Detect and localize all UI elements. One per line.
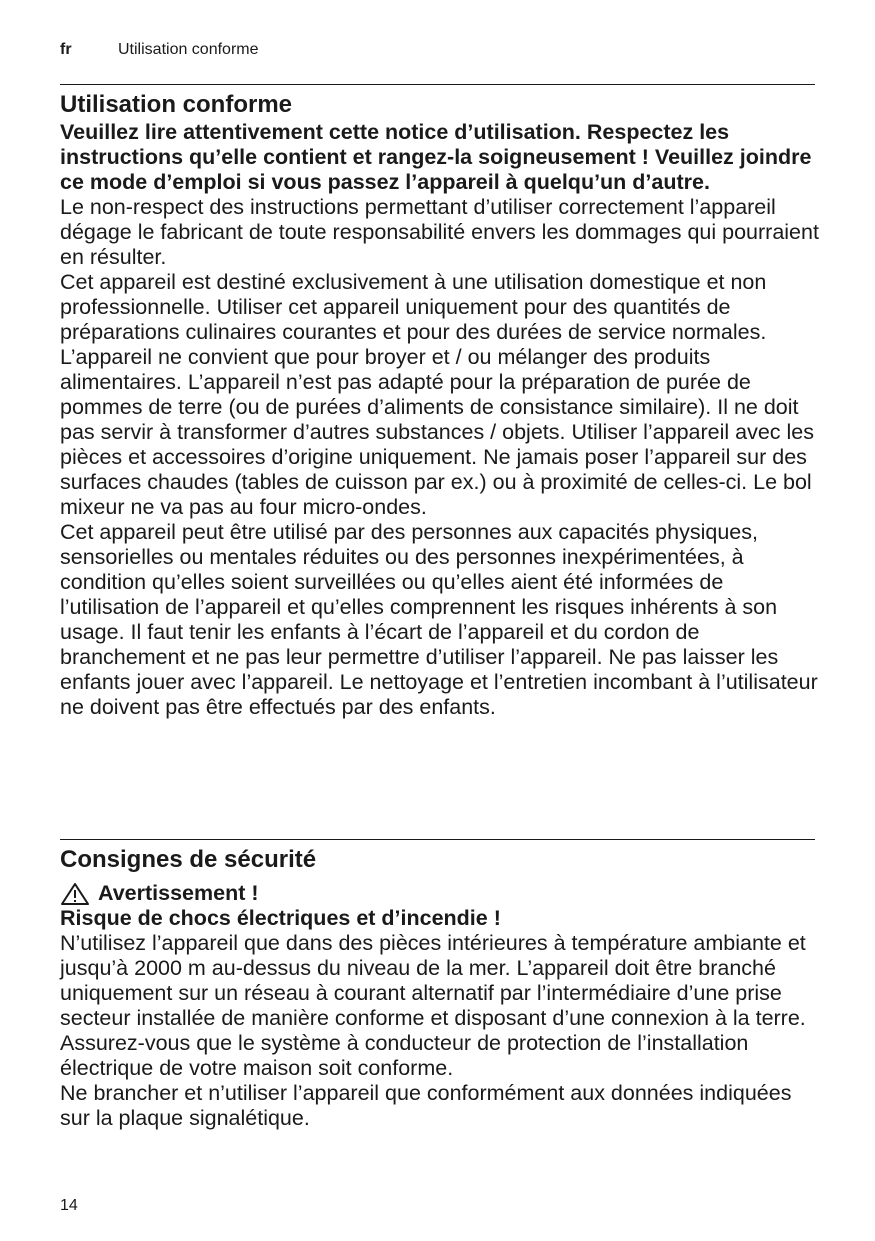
language-code: fr (60, 41, 72, 58)
divider-top (60, 84, 815, 85)
page-number: 14 (60, 1197, 78, 1214)
warning-label: Avertissement ! (98, 881, 259, 905)
warning-triangle-icon (60, 882, 90, 906)
paragraph-rating-plate: Ne brancher et n’utiliser l’appareil que conformément aux données indiquées sur la plaque signalétique. (60, 1081, 792, 1130)
paragraph-electrical: N’utilisez l’appareil que dans des pièces intérieures à température ambiante et jusqu’à 2000 m au-dessus du niveau de la mer. L’appareil doit être branché uniquement sur un réseau à courant alternatif par l’intermédiaire d’une prise secteur installée de manière conforme et disposant d’une connexion à la terre. Assurez-vous que le système à conducteur de protection de l’installation électrique de votre maison soit conforme. (60, 931, 806, 1080)
risk-heading: Risque de chocs électriques et d’incendie ! (60, 906, 501, 930)
section-intended-use (60, 90, 820, 720)
divider-middle (60, 839, 815, 840)
paragraph-liability: Le non-respect des instructions permettant d’utiliser correctement l’appareil dégage le fabricant de toute responsabilité envers les dommages qui pourraient en résulter. (60, 195, 819, 269)
running-header-title: Utilisation conforme (118, 41, 259, 58)
section-title-intended-use: Utilisation conforme (60, 91, 293, 118)
paragraph-domestic-use: Cet appareil est destiné exclusivement à une utilisation domestique et non professionnelle. Utiliser cet appareil uniquement pour des quantités de préparations culinaires courantes et pour des durées de service normales. (60, 270, 767, 344)
section-title-safety: Consignes de sécurité (60, 846, 317, 873)
warning-line (60, 881, 820, 906)
intro-bold-paragraph: Veuillez lire attentivement cette notice d’utilisation. Respectez les instructions qu’elle contient et rangez-la soigneusement ! Veuillez joindre ce mode d’emploi si vous passez l’appareil à quelqu’un d’autre. (60, 120, 812, 194)
paragraph-food-processing: L’appareil ne convient que pour broyer et / ou mélanger des produits alimentaires. L’appareil n’est pas adapté pour la préparation de purée de pommes de terre (ou de purées d’aliments de consistance similaire). Il ne doit pas servir à transformer d’autres substances / objets. Utiliser l’appareil avec les pièces et accessoires d’origine uniquement. Ne jamais poser l’appareil sur des surfaces chaudes (tables de cuisson par ex.) ou à proximité de celles-ci. Le bol mixeur ne va pas au four micro-ondes. (60, 345, 815, 519)
running-header (60, 40, 259, 60)
section-safety (60, 845, 820, 1131)
paragraph-persons-children: Cet appareil peut être utilisé par des personnes aux capacités physiques, sensorielles ou mentales réduites ou des personnes inexpérimentées, à condition qu’elles soient surveillées ou qu’elles aient été informées de l’utilisation de l’appareil et qu’elles comprennent les risques inhérents à son usage. Il faut tenir les enfants à l’écart de l’appareil et du cordon de branchement et ne pas leur permettre d’utiliser l’appareil. Ne pas laisser les enfants jouer avec l’appareil. Le nettoyage et l’entretien incombant à l’utilisateur ne doivent pas être effectués par des enfants. (60, 520, 818, 719)
